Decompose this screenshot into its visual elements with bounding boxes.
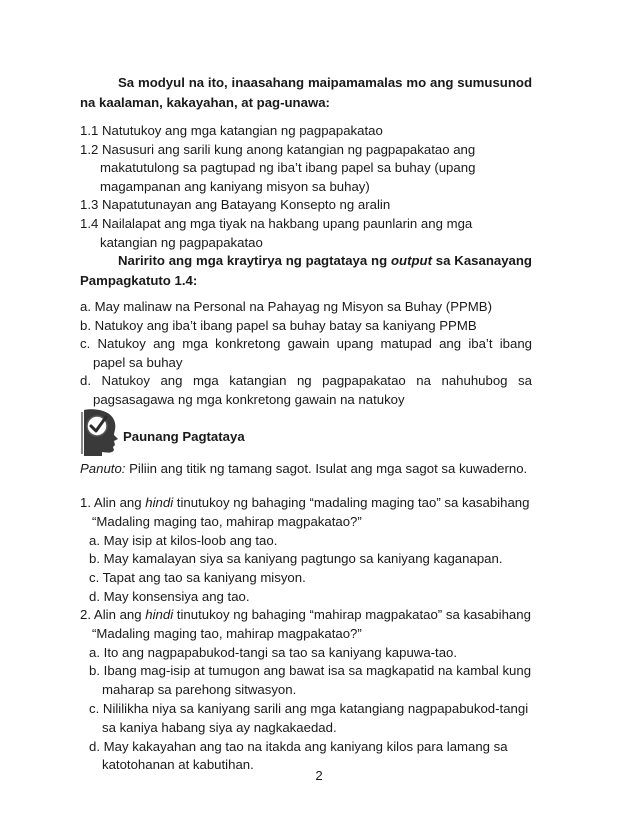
section-title: Paunang Pagtataya: [123, 429, 245, 444]
objective-number: 1.1: [80, 123, 102, 138]
question-stem-text: Alin ang: [91, 607, 146, 622]
answer-option: a. Ito ang nagpapabukod-tangi sa tao sa kaniyang kapuwa-tao.: [89, 644, 458, 660]
criteria-intro-emphasis: output: [390, 253, 432, 268]
criteria-intro-text: Naririto ang mga kraytirya ng pagtataya ng: [118, 253, 391, 268]
criteria-intro-text-end: sa Kasanayang Pampagkatuto 1.4:: [80, 253, 532, 288]
question-stem-text-end: tinutukoy ng bahaging “mahirap magpakatao” sa kasabihang “Madaling maging tao, mahirap magpakatao?”: [92, 607, 531, 641]
criteria-text: Natukoy ang mga katangian ng pagpapakatao na nahuhubog sa pagsasagawa ng mga konkretong gawain na natukoy: [93, 373, 532, 407]
answer-option: c. Tapat ang tao sa kaniyang misyon.: [89, 570, 306, 586]
instructions-text: Piliin ang titik ng tamang sagot. Isulat ang mga sagot sa kuwaderno.: [125, 461, 528, 476]
answer-option: b. May kamalayan siya sa kaniyang pagtungo sa kaniyang kaganapan.: [89, 551, 503, 567]
answer-option: b. Ibang mag-isip at tumugon ang bawat isa sa magkapatid na kambal kung maharap sa parehong sitwasyon.: [89, 663, 532, 698]
criteria-letter: d.: [80, 373, 102, 389]
list-item: [80, 372, 532, 409]
criteria-letter: c.: [80, 336, 98, 352]
list-item: [80, 141, 532, 197]
list-item: [80, 196, 532, 215]
criteria-letter: b.: [80, 317, 95, 333]
question-number: 1.: [80, 495, 91, 510]
criteria-text: Natukoy ang iba’t ibang papel sa buhay batay sa kaniyang PPMB: [94, 317, 477, 333]
objective-number: 1.4: [80, 215, 102, 231]
list-item: [80, 317, 532, 336]
objective-number: 1.3: [80, 197, 102, 213]
question-stem-emphasis: hindi: [145, 495, 174, 510]
list-item: [80, 335, 532, 372]
objective-text: Natutukoy ang mga katangian ng pagpapakatao: [102, 123, 383, 138]
list-item: [80, 122, 532, 141]
objectives-list: [80, 122, 532, 252]
objective-text: Nasusuri ang sarili kung anong katangian ng pagpapakatao ang makatutulong sa pagtupad ng iba’t ibang papel sa buhay (upang magampanan ang kaniyang misyon sa buhay): [100, 141, 476, 194]
instructions: [80, 460, 540, 478]
list-item: [80, 298, 532, 317]
question-stem-text-end: tinutukoy ng bahaging “madaling maging tao” sa kasabihang “Madaling maging tao, mahirap magpakatao?”: [92, 495, 530, 529]
criteria-text: May malinaw na Personal na Pahayag ng Misyon sa Buhay (PPMB): [94, 299, 492, 314]
criteria-letter: a.: [80, 299, 95, 314]
objective-number: 1.2: [80, 141, 102, 157]
answer-option: c. Nililikha niya sa kaniyang sarili ang mga katangiang nagpapabukod-tangi sa kaniya habang siya ay nagkakaedad.: [89, 700, 529, 735]
question-number: 2.: [80, 607, 91, 622]
criteria-intro: [80, 251, 532, 291]
objective-text: Napatutunayan ang Batayang Konsepto ng aralin: [102, 197, 391, 213]
intro-text: Sa modyul na ito, inaasahang maipamamalas mo ang sumusunod na kaalaman, kakayahan, at pag-unawa:: [80, 75, 532, 110]
question-1: [80, 494, 540, 607]
intro-paragraph: [80, 73, 532, 113]
question-stem: [80, 606, 540, 644]
question-2: [80, 606, 540, 775]
answer-option: d. May kakayahan ang tao na itakda ang kaniyang kilos para lamang sa katotohanan at kabutihan.: [89, 738, 508, 773]
criteria-list: [80, 298, 532, 410]
instructions-label: Panuto:: [80, 461, 126, 476]
answer-option: d. May konsensiya ang tao.: [89, 588, 250, 604]
question-stem-text: Alin ang: [91, 495, 146, 510]
criteria-text: Natukoy ang mga konkretong gawain upang matupad ang iba’t ibang papel sa buhay: [93, 336, 532, 370]
answer-option: a. May isip at kilos-loob ang tao.: [89, 532, 278, 548]
question-stem-emphasis: hindi: [145, 607, 174, 622]
objective-text: Nailalapat ang mga tiyak na hakbang upang paunlarin ang mga katangian ng pagpapakatao: [100, 215, 473, 250]
list-item: [80, 215, 532, 252]
question-stem: [80, 494, 540, 532]
checkmark-head-icon: [80, 408, 120, 456]
page-number: 2: [315, 768, 323, 783]
